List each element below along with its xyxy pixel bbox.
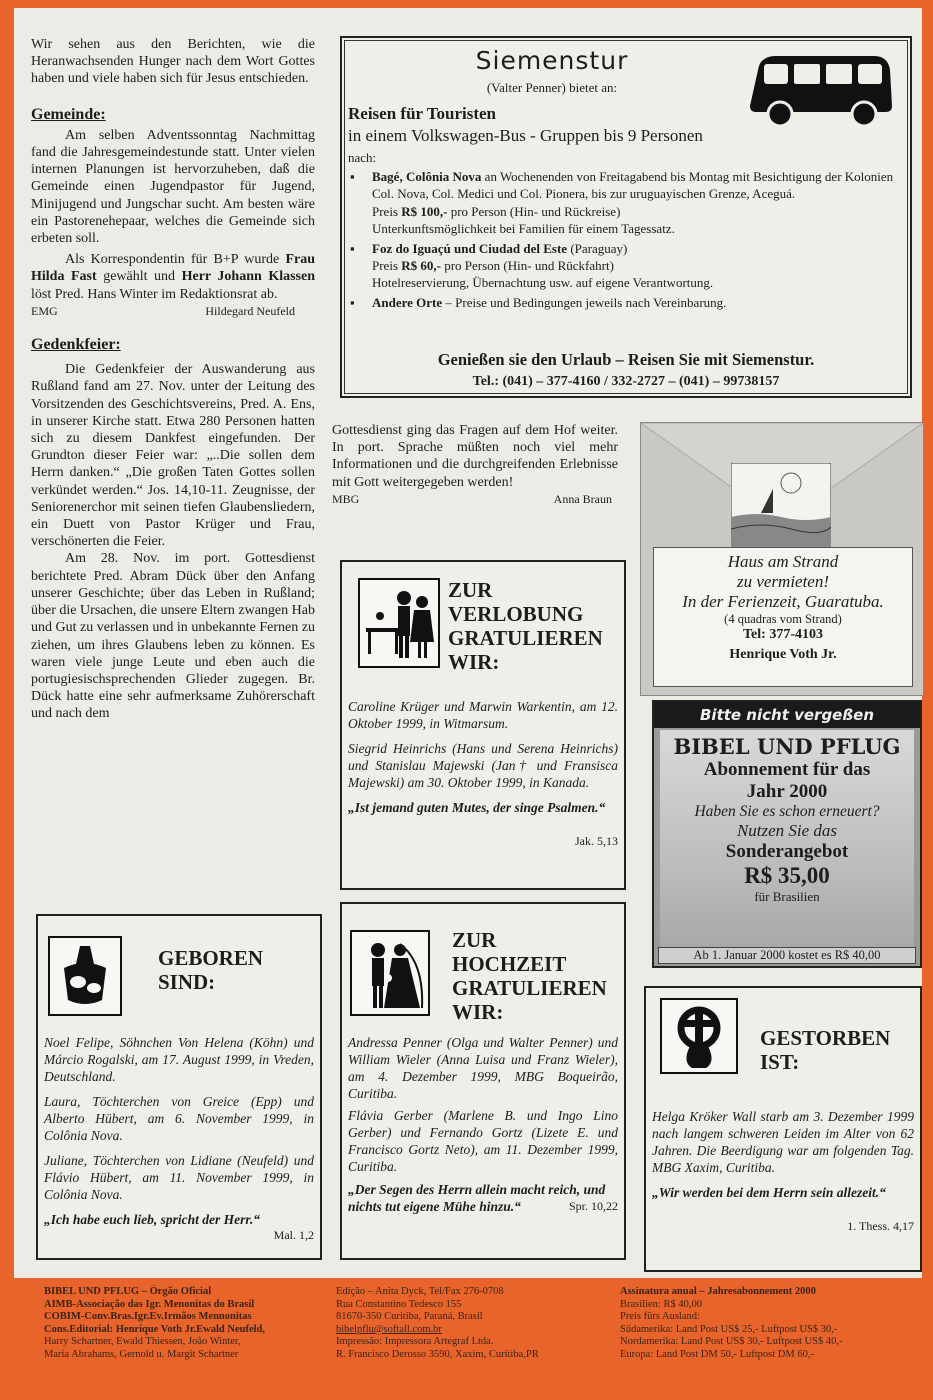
footer-line: Impressão: Impressora Artegraf Ltda. — [336, 1336, 494, 1348]
baby-stork-icon — [50, 938, 120, 1014]
bibel-line7: für Brasilien — [754, 889, 820, 904]
bibel-banner: Bitte nicht vergeßen — [654, 702, 920, 728]
heading-line: GESTORBEN — [760, 1026, 891, 1050]
bullet-list — [372, 168, 906, 311]
footer-line: R. Francisco Derosso 3590, Xaxim, Curitiba,PR — [336, 1348, 539, 1360]
text: Preis — [372, 258, 398, 273]
bibel-pflug-ad — [652, 700, 922, 968]
sig-left: MBG — [332, 491, 360, 506]
siemenstur-ad — [340, 36, 912, 398]
strand-line3: In der Ferienzeit, Guaratuba. — [682, 592, 884, 611]
bibel-title: BIBEL UND PFLUG — [673, 734, 901, 759]
bibel-line8: Ab 1. Januar 2000 kostet es R$ 40,00 — [658, 947, 916, 964]
geboren-box — [36, 914, 322, 1260]
bibel-content — [660, 730, 914, 952]
andere-text: – Preise und Bedingungen jeweils nach Vereinbarung. — [445, 295, 727, 310]
foz-note: Hotelreservierung, Übernachtung usw. auf eigene Verantwortung. — [372, 275, 714, 290]
gedenk-cont-text: Gottesdienst ging das Fragen auf dem Hof weiter. In port. Sprache müßten noch viel mehr Informationen und die durchgreifenden Erlebnisse mit Gott weitergegeben werden! — [332, 423, 618, 490]
geboren-entry-2: Laura, Töchterchen von Greice (Epp) und Alberto Hübert, am 6. November 1999, in Colônia Nova. — [44, 1094, 314, 1143]
andere-title: Andere Orte — [372, 295, 443, 310]
newspaper-page — [14, 8, 922, 1278]
heading-line: VERLOBUNG — [448, 602, 584, 626]
geboren-entry-3: Juliane, Töchterchen von Lidiane (Neufeld) und Flávio Hübert, am 11. November 1999, in Colônia Nova. — [44, 1153, 314, 1202]
footer-line: Südamerika: Land Post US$ 25,- Luftpost US$ 30,- — [620, 1323, 838, 1335]
strand-contact: Henrique Voth Jr. — [729, 647, 837, 662]
heading-line: GRATULIEREN — [448, 626, 603, 650]
gestorben-heading — [760, 1026, 890, 1074]
name-johann-klassen: Herr Johann Klassen — [181, 269, 315, 285]
foz-text: (Paraguay) — [570, 241, 628, 256]
bibel-price: R$ 35,00 — [744, 863, 830, 888]
strand-tel: Tel: 377-4103 — [743, 627, 823, 642]
gedenk-heading: Gedenkfeier: — [31, 336, 121, 354]
heading-line: WIR: — [448, 650, 500, 674]
verlobung-box — [340, 560, 626, 890]
geboren-quote: „Ich habe euch lieb, spricht der Herr.“ — [44, 1212, 261, 1227]
engagement-icon — [358, 578, 440, 668]
strand-line2: zu vermieten! — [736, 572, 830, 591]
hochzeit-entries — [348, 1034, 618, 1215]
sig-right: Hildegard Neufeld — [205, 303, 295, 318]
hochzeit-entry-2: Flávia Gerber (Marlene B. und Ingo Lino Gerber) und Fernando Gortz (Lizete E. und Francisco Gortz Neto), am 11. Dezember 1999, Curitiba. — [348, 1108, 618, 1174]
gestorben-entries — [652, 1108, 914, 1235]
footer-email-link[interactable]: bibelpflu@softall.com.br — [336, 1323, 442, 1335]
beach-icon — [731, 463, 831, 547]
price: R$ 100,- — [401, 204, 448, 219]
gestorben-entry-1: Helga Kröker Wall starb am 3. Dezember 1999 nach langem schweren Leiden im Alter von 62 Jahren. Die Beerdigung war am folgenden Tag. MBG Xaxim, Curitiba. — [652, 1109, 914, 1175]
gedenk-continuation — [332, 422, 618, 508]
bibel-line1: Abonnement für das — [703, 759, 871, 780]
sig-left: EMG — [31, 303, 58, 318]
verlobung-entry-2: Siegrid Heinrichs (Hans und Serena Heinrichs) und Stanislau Majewski (Jan† und Fransisca Majewski) am 30. Oktober 1999, in Kanada. — [348, 741, 618, 790]
heading-line: GEBOREN — [158, 946, 264, 970]
price: R$ 60,- — [401, 258, 441, 273]
text: löst Pred. Hans Winter im Redaktionsrat ab. — [31, 286, 278, 302]
footer-line: AIMB-Associação das Igr. Menonitas do Brasil — [44, 1298, 255, 1310]
footer-line: Europa: Land Post DM 50,- Luftpost DM 60,- — [620, 1348, 814, 1360]
siemenstur-slogan: Genießen sie den Urlaub – Reisen Sie mit Siemenstur. — [437, 350, 815, 369]
geboren-heading — [158, 946, 263, 994]
heading-line: GRATULIEREN — [452, 976, 607, 1000]
footer-line: Edição – Anita Dyck, Tel/Fax 276-0708 — [336, 1286, 504, 1297]
bullet-bage — [372, 168, 906, 202]
heading-line: IST: — [760, 1050, 800, 1074]
bage-text: an Wochenenden von Freitagabend bis Montag mit Besichtigung der Kolonien Col. Nova, Col. Medici und Col. Pionera, bis zur uruguayischen Grenze, Aceguá. — [372, 169, 894, 201]
heading-line: SIND: — [158, 970, 216, 994]
bibel-line4: Nutzen Sie das — [736, 821, 838, 840]
footer-line: Assinatura anual – Jahresabonnement 2000 — [620, 1286, 816, 1297]
verlobung-entries — [348, 698, 618, 850]
quote-ref: Jak. 5,13 — [575, 834, 618, 848]
gemeinde-korrespondent — [31, 251, 315, 303]
footer-line: Cons.Editorial: Henrique Voth Jr.Ewald Neufeld, — [44, 1323, 266, 1335]
bage-note: Unterkunftsmöglichkeit bei Familien für einem Tagessatz. — [372, 221, 675, 236]
couple-bench-icon — [360, 580, 438, 666]
footer-col-3 — [620, 1286, 910, 1362]
heading-line: WIR: — [452, 1000, 504, 1024]
hochzeit-box — [340, 902, 626, 1260]
footer-line: Brasilien: R$ 40,00 — [620, 1298, 702, 1310]
gestorben-quote — [652, 1184, 914, 1233]
geboren-entry-1: Noel Felipe, Söhnchen Von Helena (Köhn) und Márcio Rogalski, am 17. August 1999, in Vreden, Deutschland. — [44, 1035, 314, 1084]
cross-wreath-icon — [662, 1000, 736, 1072]
footer-col-2 — [336, 1286, 606, 1362]
text: Preis — [372, 204, 398, 219]
verlobung-entry-1: Caroline Krüger und Marwin Warkentin, am 12. Oktober 1999, in Witmarsum. — [348, 699, 618, 731]
text: gewählt und — [103, 269, 176, 285]
heading-line: ZUR — [448, 578, 493, 602]
footer-line: Rua Constantino Tedesco 155 — [336, 1298, 462, 1310]
bibel-line5: Sonderangebot — [725, 841, 849, 862]
heading-line: HOCHZEIT — [452, 952, 567, 976]
siemenstur-subtitle: (Valter Penner) bietet an: — [486, 80, 618, 95]
footer-line: BIBEL UND PFLUG – Órgão Oficial — [44, 1286, 212, 1297]
geboren-entries — [44, 1034, 314, 1243]
left-column — [31, 36, 315, 723]
gedenk-signature — [332, 491, 618, 508]
footer-line: Maria Abrahams, Gernold u. Margit Schartner — [44, 1348, 239, 1360]
gemeinde-paragraph: Am selben Adventssonntag Nachmittag fand die Jahresgemeindestunde statt. Unter vielen internen Planungen ist hervorzuheben, daß die Gemeinde einen Jugendpastor für Jugend, Minijugend und Jungschar sucht. Am besten wäre ein Pastorenehepaar, welches die Gemeinde sich erbeten soll. — [31, 127, 315, 247]
gedenk-paragraph-1: Die Gedenkfeier der Auswanderung aus Rußland fand am 27. Nov. unter der Leitung des Vorsitzenden des Geschichtsvereins, Pred. A. Ens, in unserer Kirche statt. Etwa 280 Personen hatten sich zu diesem Dankfest eingefunden. Der Grundton dieser Feier war: „..Die sollen dem Herrn danken.“ „Die großen Taten Gottes sollen verkündet werden.“ Jos. 14,10-11. Zeugnisse, der Seniorenerchor mit seinen tiefen Glaubensliedern, ein Duett von Pastor Krüger und Frau, verschönerten die Feier. — [31, 362, 315, 550]
masthead-footer — [32, 1286, 912, 1392]
strand-line4: (4 quadras vom Strand) — [724, 612, 842, 626]
quote-ref: 1. Thess. 4,17 — [847, 1219, 914, 1233]
footer-line: COBIM-Conv.Bras.Igr.Ev.Irmãos Mennonitas — [44, 1311, 252, 1323]
death-icon — [660, 998, 738, 1074]
gemeinde-signature — [31, 303, 315, 320]
bullet-foz — [372, 240, 906, 257]
verlobung-heading — [448, 578, 603, 674]
quote-text: „Ist jemand guten Mutes, der singe Psalmen.“ — [348, 800, 606, 815]
siemenstur-line1: Reisen für Touristen — [348, 104, 496, 123]
quote-text: „Wir werden bei dem Herrn sein allezeit.“ — [652, 1185, 886, 1200]
gemeinde-heading: Gemeinde: — [31, 105, 106, 123]
siemenstur-nach: nach: — [348, 150, 377, 165]
hochzeit-quote — [348, 1181, 618, 1215]
hochzeit-heading — [452, 928, 607, 1024]
bus-icon — [746, 50, 896, 130]
intro-paragraph: Wir sehen aus den Berichten, wie die Heranwachsenden Hunger nach dem Wort Gottes haben und viele haben sich für Jesus entschieden. — [31, 37, 315, 87]
hochzeit-entry-1: Andressa Penner (Olga und Walter Penner) und William Wieler (Anna Luisa und Franz Wieler), am 4. Dezember 1999, MBG Boqueirão, Curitiba. — [348, 1035, 618, 1101]
foz-price — [372, 257, 906, 274]
text: pro Person (Hin- und Rückfahrt) — [444, 258, 614, 273]
wedding-icon — [350, 930, 430, 1016]
gestorben-box — [644, 986, 922, 1272]
birth-icon — [48, 936, 122, 1016]
heading-line: ZUR — [452, 928, 497, 952]
quote-text: „Der Segen des Herrn allein macht reich, und nichts tut eigene Mühe hinzu.“ — [348, 1182, 606, 1214]
sig-right: Anna Braun — [553, 491, 612, 506]
gedenk-paragraph-2: Am 28. Nov. im port. Gottesdienst berichtete Pred. Abram Dück über den Anfang unserer Geschichte; über das Leben in Rußland; über die Ursachen, die unsere Eltern zwangen Hab und Gut zu verlassen und in unbekannte Fernen zu ziehen, um ihres Glaubens leben zu können. Es waren viele junge Leute und eben auch die portugiesischsprechenden Glieder zugegen. Br. Dück hatte eine sehr aufmerksame Zuhörerschaft und nach dem — [31, 551, 315, 722]
bullet-andere — [372, 294, 906, 311]
siemenstur-tel: Tel.: (041) – 377-4160 / 332-2727 – (041) – 99738157 — [472, 374, 780, 389]
footer-line: Preis fürs Ausland: — [620, 1311, 700, 1323]
bride-groom-icon — [352, 932, 428, 1014]
footer-line: Nordamerika: Land Post US$ 30,- Luftpost US$ 40,- — [620, 1336, 843, 1348]
strand-ad — [640, 422, 924, 696]
text: pro Person (Hin- und Rückreise) — [450, 204, 621, 219]
strand-line1: Haus am Strand — [727, 552, 839, 571]
bibel-line2: Jahr 2000 — [746, 781, 828, 802]
siemenstur-title: Siemenstur — [475, 46, 629, 75]
verlobung-quote — [348, 799, 618, 848]
foz-title: Foz do Iguaçú und Ciudad del Este — [372, 241, 568, 256]
strand-text-card — [653, 547, 913, 687]
bibel-line3: Haben Sie es schon erneuert? — [694, 803, 880, 820]
name-hilda-fast: Frau Hilda Fast — [31, 252, 315, 285]
bage-price — [372, 203, 906, 220]
footer-line: Harry Schartner, Ewald Thiessen, João Winter, — [44, 1336, 241, 1348]
bage-title: Bagé, Colônia Nova — [372, 169, 482, 184]
quote-ref: Spr. 10,22 — [568, 1199, 618, 1213]
siemenstur-line2: in einem Volkswagen-Bus - Gruppen bis 9 Personen — [348, 126, 703, 145]
footer-col-1 — [44, 1286, 334, 1362]
geboren-ref: Mal. 1,2 — [273, 1228, 314, 1242]
footer-line: 81670-350 Curitiba, Paraná, Brasil — [336, 1311, 483, 1323]
text: Als Korrespondentin für B+P wurde — [65, 252, 280, 268]
